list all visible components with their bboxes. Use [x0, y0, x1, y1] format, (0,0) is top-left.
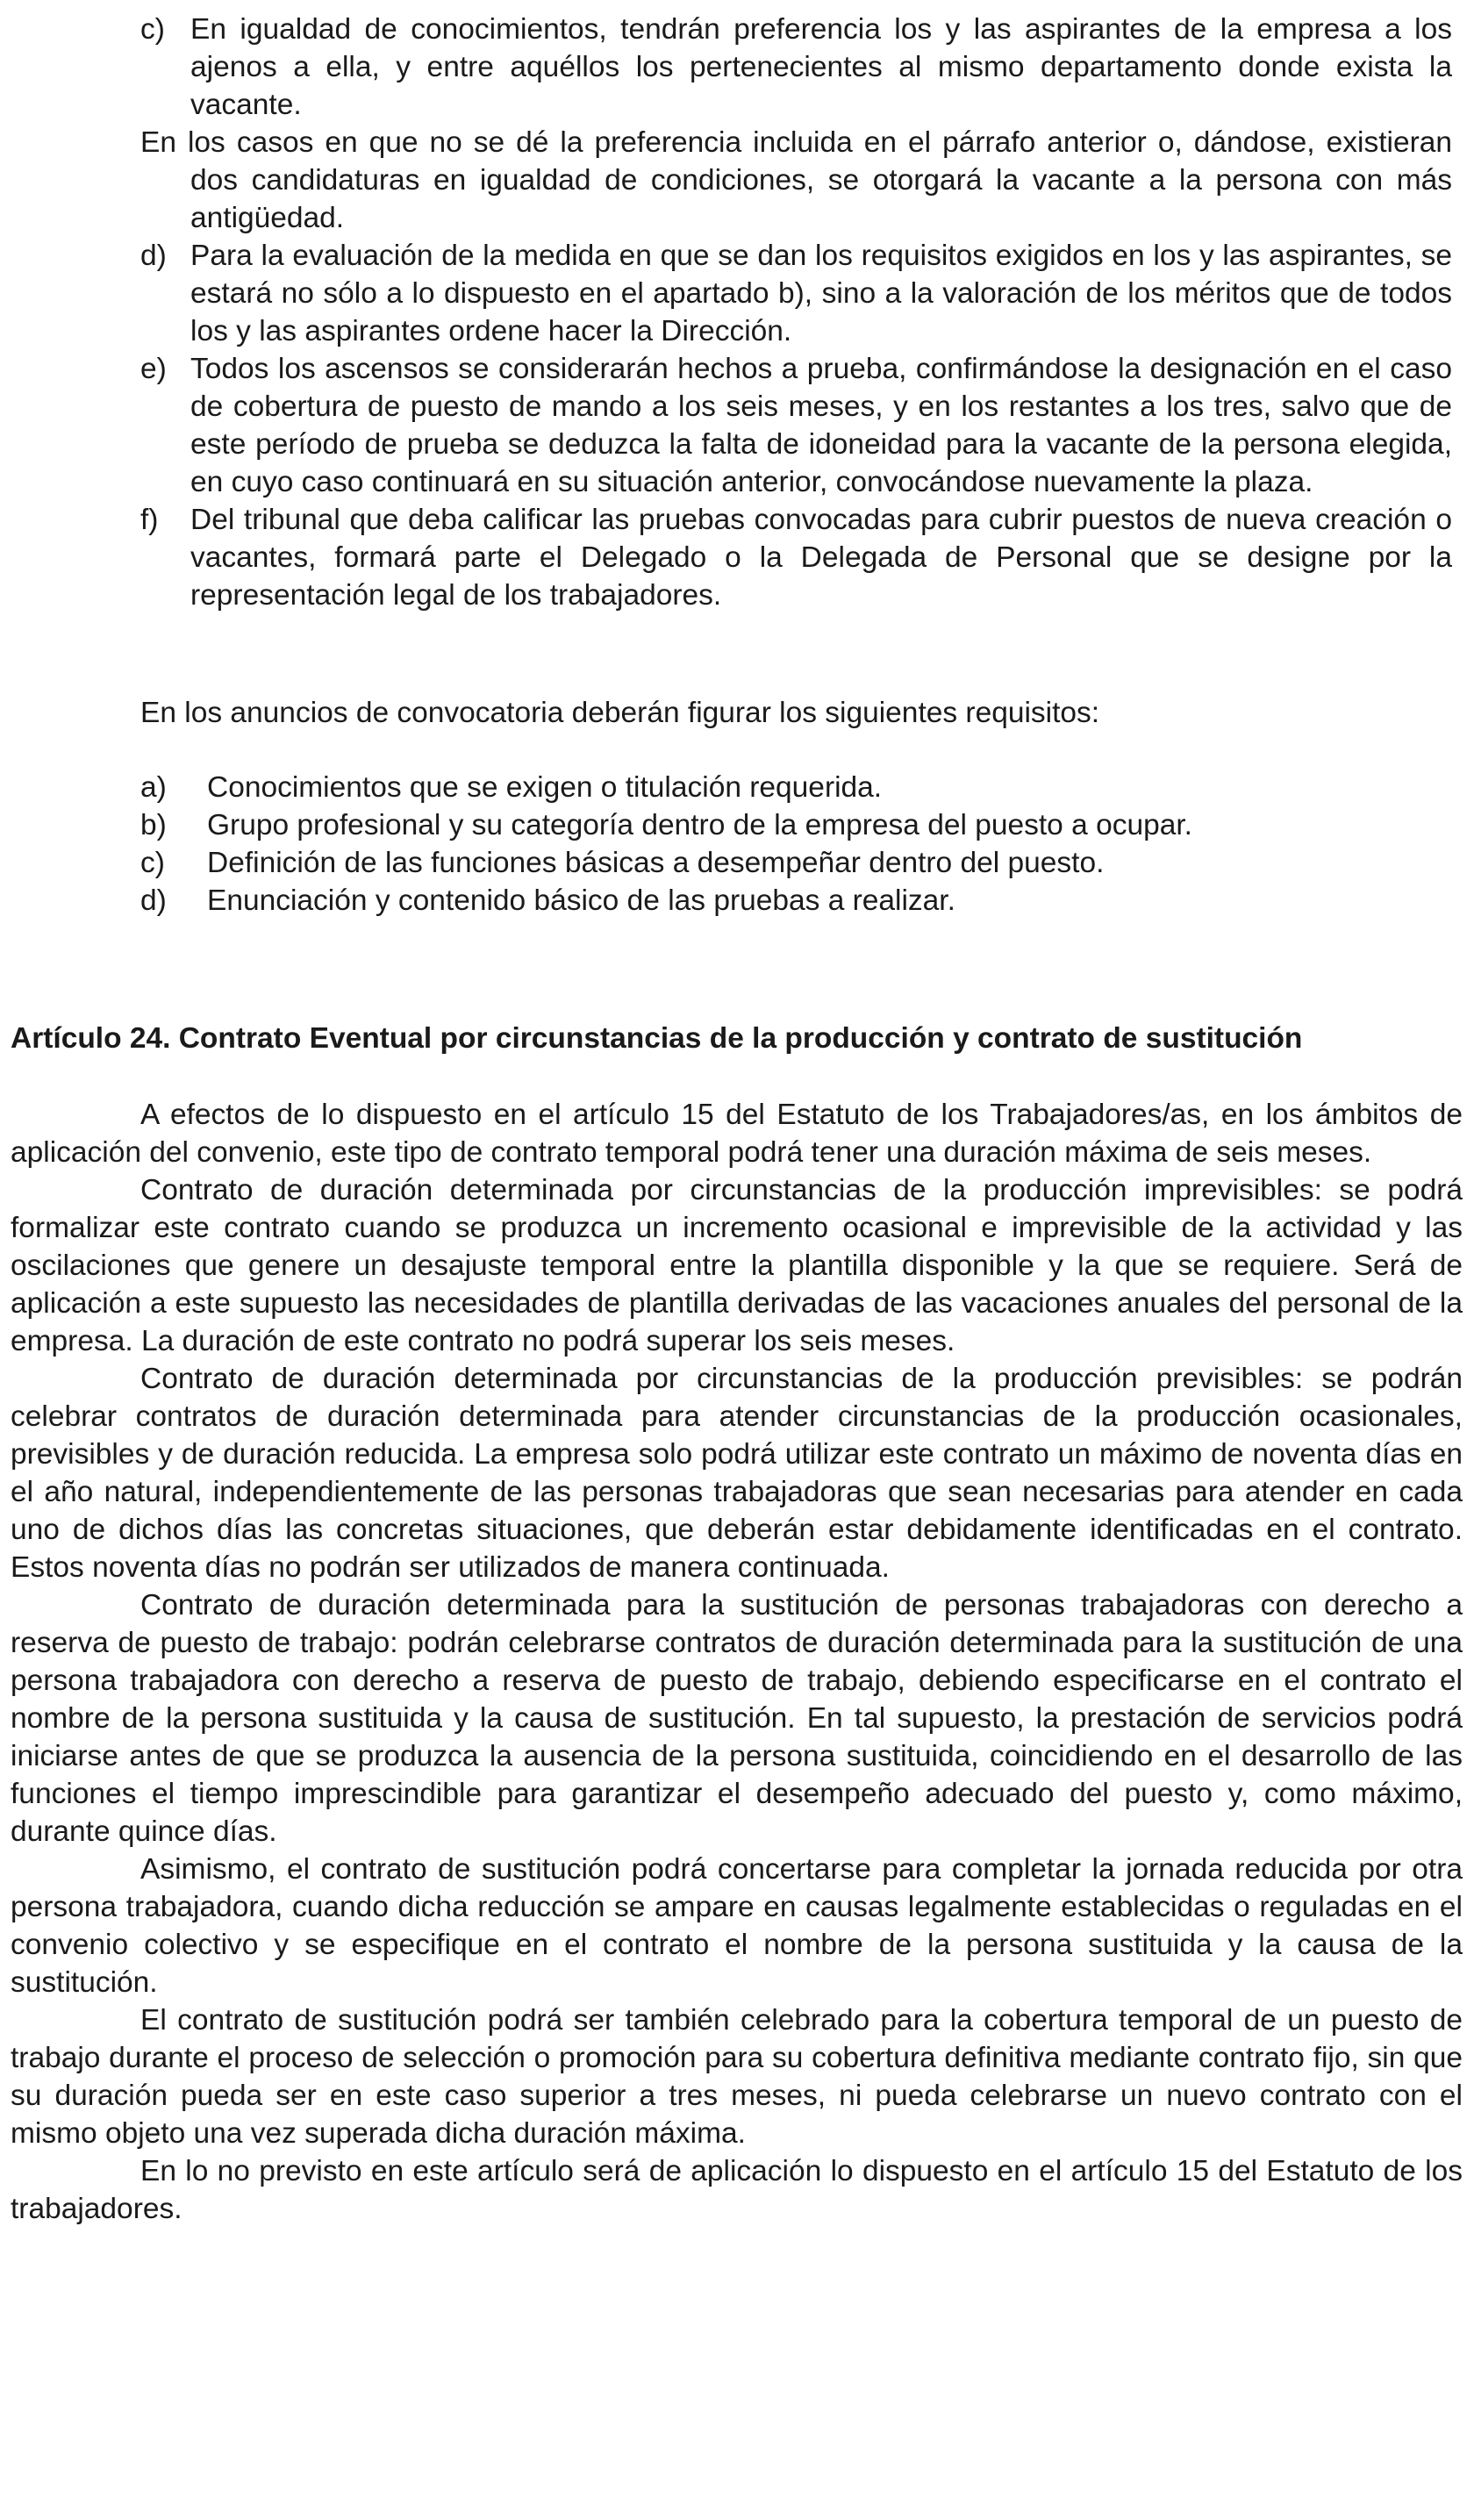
list-item-c [140, 11, 1452, 124]
requirements-list [140, 769, 1192, 920]
list-item-text: Del tribunal que deba calificar las pruebas convocadas para cubrir puestos de nueva creación o vacantes, formará parte el Delegado o la Delegada de Personal que se designe por la representación legal de los trabajadores. [190, 504, 1452, 612]
article-paragraph: El contrato de sustitución podrá ser también celebrado para la cobertura temporal de un puesto de trabajo durante el proceso de selección o promoción para su cobertura definitiva mediante contrato fijo, sin que su duración pueda ser en este caso superior a tres meses, ni pueda celebrarse un nuevo contrato con el mismo objeto una vez superada dicha duración máxima. [11, 2004, 1463, 2150]
article-paragraph: Contrato de duración determinada por circunstancias de la producción imprevisibles: se podrá formalizar este contrato cuando se produzca un incremento ocasional e imprevisible de la actividad y las oscilaciones que genere un desajuste temporal entre la plantilla disponible y la que se requiere. Será de aplicación a este supuesto las necesidades de plantilla derivadas de las vacaciones anuales del personal de la empresa. La duración de este contrato no podrá superar los seis meses. [11, 1174, 1463, 1357]
list-item-d [140, 237, 1452, 350]
requirement-text: Grupo profesional y su categoría dentro de la empresa del puesto a ocupar. [207, 809, 1192, 841]
requirement-text: Enunciación y contenido básico de las pruebas a realizar. [207, 884, 955, 917]
list-item-label: c) [140, 13, 165, 46]
continued-list [140, 11, 1452, 614]
article-paragraph: Asimismo, el contrato de sustitución podrá concertarse para completar la jornada reducida por otra persona trabajadora, cuando dicha reducción se ampare en causas legalmente establecidas o reguladas en el convenio colectivo y se especifique en el contrato el nombre de la persona sustituida y la causa de la sustitución. [11, 1853, 1463, 1999]
article-heading: Artículo 24. Contrato Eventual por circunstancias de la producción y contrato de sustitución [11, 1022, 1303, 1055]
list-item-text: En igualdad de conocimientos, tendrán preferencia los y las aspirantes de la empresa a los ajenos a ella, y entre aquéllos los pertenecientes al mismo departamento donde exista la vacante. [190, 13, 1452, 121]
article-paragraph: En lo no previsto en este artículo será de aplicación lo dispuesto en el artículo 15 del Estatuto de los trabajadores. [11, 2155, 1463, 2225]
requirement-item-b [140, 806, 1192, 844]
list-item-label: e) [140, 353, 167, 385]
requirement-text: Conocimientos que se exigen o titulación requerida. [207, 771, 883, 804]
list-item-label: f) [140, 504, 159, 536]
requirement-label: c) [140, 847, 165, 879]
requirements-intro: En los anuncios de convocatoria deberán figurar los siguientes requisitos: [140, 697, 1100, 729]
requirement-item-a [140, 769, 1192, 806]
list-note-paragraph: En los casos en que no se dé la preferencia incluida en el párrafo anterior o, dándose, existieran dos candidaturas en igualdad de condiciones, se otorgará la vacante a la persona con más antigüedad. [140, 126, 1452, 234]
article-paragraph: Contrato de duración determinada por circunstancias de la producción previsibles: se podrán celebrar contratos de duración determinada para atender circunstancias de la producción ocasionales, previsibles y de duración reducida. La empresa solo podrá utilizar este contrato un máximo de noventa días en el año natural, independientemente de las personas trabajadoras que sean necesarias para atender en cada uno de dichos días las concretas situaciones, que deberán estar debidamente identificadas en el contrato. Estos noventa días no podrán ser utilizados de manera continuada. [11, 1363, 1463, 1584]
requirement-label: a) [140, 771, 167, 804]
article-paragraph: Contrato de duración determinada para la sustitución de personas trabajadoras con derecho a reserva de puesto de trabajo: podrán celebrarse contratos de duración determinada para la sustitución de una persona trabajadora con derecho a reserva de puesto de trabajo, debiendo especificarse en el contrato el nombre de la persona sustituida y la causa de sustitución. En tal supuesto, la prestación de servicios podrá iniciarse antes de que se produzca la ausencia de la persona sustituida, coincidiendo en el desarrollo de las funciones el tiempo imprescindible para garantizar el desempeño adecuado del puesto y, como máximo, durante quince días. [11, 1589, 1463, 1848]
article-body [11, 1096, 1463, 2228]
list-item-f [140, 501, 1452, 614]
requirement-label: d) [140, 884, 167, 917]
list-item-e [140, 350, 1452, 501]
requirement-item-d [140, 882, 1192, 920]
list-item-text: Para la evaluación de la medida en que se dan los requisitos exigidos en los y las aspirantes, se estará no sólo a lo dispuesto en el apartado b), sino a la valoración de los méritos que de todos los y las aspirantes ordene hacer la Dirección. [190, 240, 1452, 347]
article-paragraph: A efectos de lo dispuesto en el artículo 15 del Estatuto de los Trabajadores/as, en los ámbitos de aplicación del convenio, este tipo de contrato temporal podrá tener una duración máxima de seis meses. [11, 1099, 1463, 1169]
list-item-label: d) [140, 240, 167, 272]
requirement-label: b) [140, 809, 167, 841]
requirement-item-c [140, 844, 1192, 882]
list-item-text: Todos los ascensos se considerarán hechos a prueba, confirmándose la designación en el caso de cobertura de puesto de mando a los seis meses, y en los restantes a los tres, salvo que de este período de prueba se deduzca la falta de idoneidad para la vacante de la persona elegida, en cuyo caso continuará en su situación anterior, convocándose nuevamente la plaza. [190, 353, 1452, 498]
requirement-text: Definición de las funciones básicas a desempeñar dentro del puesto. [207, 847, 1105, 879]
